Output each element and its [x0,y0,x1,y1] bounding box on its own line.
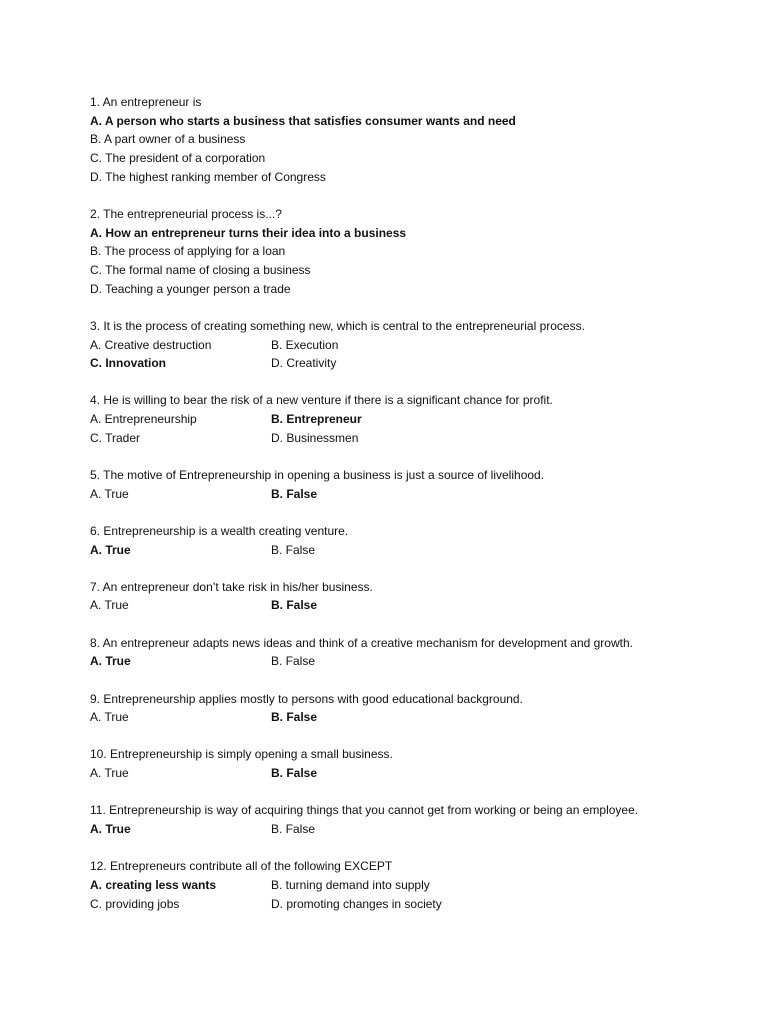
answer-option-a: A. creating less wants [90,877,217,892]
answer-row [90,820,730,839]
question-prompt: 10. Entrepreneurship is simply opening a small business. [90,747,393,762]
answer-option-b: B. False [271,710,318,725]
answer-option-b: B. turning demand into supply [271,877,430,892]
answer-option-b: B. False [271,654,316,669]
answer-option-b: B. False [271,542,316,557]
answer-option-a: A. How an entrepreneur turns their idea into a business [90,225,407,240]
question-prompt: 5. The motive of Entrepreneurship in opening a business is just a source of livelihood. [90,468,545,482]
answer-option-a: A. Entrepreneurship [90,412,197,427]
answer-option-b: B. False [271,598,318,613]
answer-row [90,876,730,895]
answer-option-b: B. Execution [271,337,339,352]
answer-row [90,485,730,504]
answer-row [90,541,730,560]
answer-option-d: D. Creativity [271,356,337,371]
answer-row [90,410,730,429]
question-prompt: 7. An entrepreneur don’t take risk in his/her business. [90,579,373,594]
answer-row [90,652,730,671]
answer-option-d: D. Businessmen [271,430,359,445]
answer-option-c: C. Trader [90,430,141,445]
question-prompt: 12. Entrepreneurs contribute all of the following EXCEPT [90,859,393,874]
answer-option-b: B. False [271,821,316,836]
answer-option-a: A. True [90,598,129,613]
question-prompt: 2. The entrepreneurial process is...? [90,206,282,221]
question-prompt: 8. An entrepreneur adapts news ideas and think of a creative mechanism for development and growth. [90,635,633,650]
answer-option-a: A. True [90,821,131,836]
answer-option-a: A. A person who starts a business that satisfies consumer wants and need [90,113,516,128]
answer-row [90,354,730,373]
question-6 [90,522,730,559]
question-prompt: 3. It is the process of creating something new, which is central to the entrepreneurial process. [90,318,585,333]
answer-option-a: A. True [90,766,129,781]
answer-row [90,429,730,448]
question-8 [90,634,730,671]
answer-option-a: A. Creative destruction [90,337,212,352]
question-9 [90,690,730,727]
quiz-question-list [90,93,730,932]
answer-option-c: C. The formal name of closing a business [90,263,311,277]
answer-option-d: D. The highest ranking member of Congress [90,169,326,184]
answer-row [90,336,730,355]
answer-option-d: D. Teaching a younger person a trade [90,281,291,296]
answer-row [90,596,730,615]
answer-row [90,708,730,727]
answer-row [90,895,730,914]
answer-option-d: D. promoting changes in society [271,896,442,911]
question-prompt: 11. Entrepreneurship is way of acquiring things that you cannot get from working or being an employee. [90,803,639,818]
answer-option-c: C. The president of a corporation [90,151,266,166]
question-10 [90,745,730,782]
question-1 [90,93,730,186]
question-7 [90,578,730,615]
question-4 [90,391,730,447]
answer-option-a: A. True [90,542,131,557]
question-5 [90,466,730,503]
answer-option-b: B. The process of applying for a loan [90,244,286,259]
question-11 [90,801,730,838]
question-prompt: 9. Entrepreneurship applies mostly to persons with good educational background. [90,691,523,706]
question-2 [90,205,730,298]
answer-option-b: B. A part owner of a business [90,132,246,147]
answer-option-b: B. False [271,486,318,501]
answer-option-a: A. True [90,486,129,501]
answer-row [90,764,730,783]
question-3 [90,317,730,373]
answer-option-c: C. providing jobs [90,896,180,911]
answer-option-c: C. Innovation [90,356,166,371]
question-12 [90,857,730,913]
answer-option-a: A. True [90,654,131,669]
question-prompt: 6. Entrepreneurship is a wealth creating venture. [90,523,349,538]
answer-option-a: A. True [90,710,129,725]
question-prompt: 4. He is willing to bear the risk of a new venture if there is a significant chance for profit. [90,393,553,408]
question-prompt: 1. An entrepreneur is [90,95,202,109]
answer-option-b: B. False [271,766,318,781]
answer-option-b: B. Entrepreneur [271,412,362,427]
